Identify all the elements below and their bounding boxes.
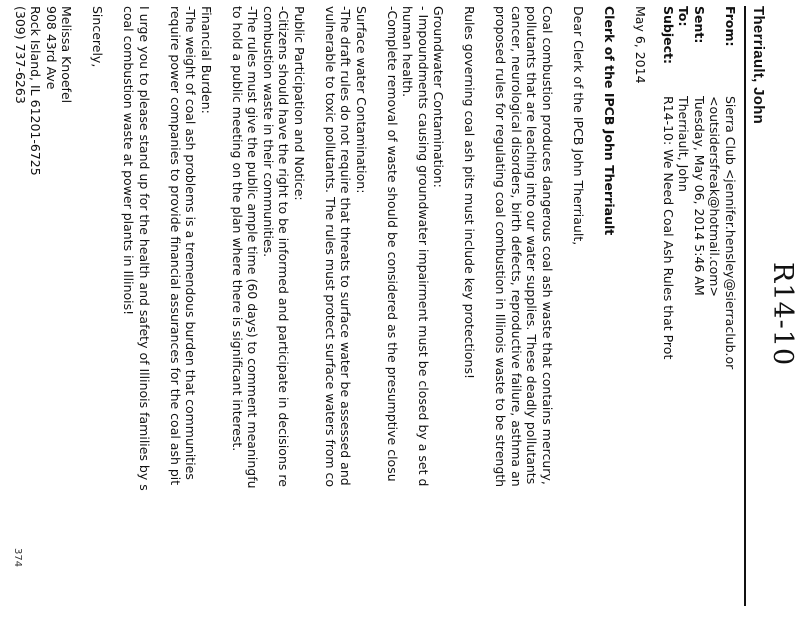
header-value-from-address: <outsidersfreak@hotmail.com> xyxy=(707,96,723,297)
groundwater-heading: Groundwater Contamination: xyxy=(431,6,447,188)
financial-line: require power companies to provide financial assurances for the coal ash pit xyxy=(168,6,183,486)
intro-line: proposed rules for regulating coal combustion in Illinois waste to be strength xyxy=(493,6,509,488)
letter-body xyxy=(13,6,649,491)
public-participation-line: -The rules must give the public ample time (60 days) to comment meaningfu xyxy=(245,6,261,489)
header-value-to: Therriault, John xyxy=(676,96,692,192)
header-key-from: From: xyxy=(723,6,738,47)
document-code: R14-10 xyxy=(767,262,798,367)
signoff: Sincerely, xyxy=(90,6,106,68)
header-key-sent: Sent: xyxy=(692,6,707,44)
groundwater-line: - Impoundments causing groundwater impairment must be closed by a set d xyxy=(416,6,431,487)
closing-line: coal combustion waste at power plants in Illinois! xyxy=(121,6,137,316)
page-number: 374 xyxy=(12,548,23,568)
header-value-subject: R14-10: We Need Coal Ash Rules that Prot xyxy=(661,96,676,360)
financial-line: -The weight of coal ash problems is a tremendous burden that communities xyxy=(183,6,199,480)
header-row-subject xyxy=(661,6,677,369)
protections-line: Rules governing coal ash pits must include key protections! xyxy=(462,6,478,379)
header-key-to: To: xyxy=(676,6,692,27)
signature-name: Melissa Knoefel xyxy=(59,6,75,104)
letter-date: May 6, 2014 xyxy=(633,6,648,84)
header-row-from xyxy=(723,6,739,369)
public-participation-line: to hold a public meeting on the plan where there is significant interest. xyxy=(230,6,245,452)
groundwater-line: human health. xyxy=(400,6,416,98)
header-row-to xyxy=(676,6,692,369)
header-value-from: Sierra Club <jennifer.hensley@sierraclub.or xyxy=(723,96,738,370)
intro-line: Coal combustion produces dangerous coal ash waste that contains mercury, xyxy=(540,6,555,485)
financial-heading: Financial Burden: xyxy=(199,6,214,114)
sender-name-heading: Therriault, John xyxy=(750,6,767,125)
signature-city: Rock Island, IL 61201-6725 xyxy=(28,6,44,176)
header-value-sent: Tuesday, May 06, 2014 5:46 AM xyxy=(692,96,707,296)
intro-line: cancer, neurological disorders, birth defects, reproductive failure, asthma an xyxy=(509,6,524,487)
closing-line: I urge you to please stand up for the health and safety of Illinois families by s xyxy=(137,6,152,491)
header-key-subject: Subject: xyxy=(661,6,676,64)
surface-water-line: -The draft rules do not require that threats to surface water be assessed and xyxy=(338,6,354,486)
salutation: Dear Clerk of the IPCB John Therriault, xyxy=(571,6,586,246)
public-participation-heading: Public Participation and Notice: xyxy=(292,6,307,201)
groundwater-line: -Complete removal of waste should be considered as the presumptive closu xyxy=(385,6,400,482)
header-row-sent xyxy=(692,6,708,369)
surface-water-line: vulnerable to toxic pollutants. The rules must protect surface waters from co xyxy=(323,6,338,488)
recipient-line: Clerk of the IPCB John Therriault xyxy=(602,6,617,236)
header-row-from-address xyxy=(707,6,723,369)
header-key-blank xyxy=(707,6,723,96)
intro-line: pollutants that are leaching into our water supplies. These deadly pollutants xyxy=(524,6,540,485)
surface-water-heading: Surface water Contamination: xyxy=(354,6,369,194)
public-participation-line: -Citizens should have the right to be informed and participate in decisions re xyxy=(276,6,292,487)
signature-address: 908 43rd Ave xyxy=(44,6,59,90)
header-divider xyxy=(744,6,746,606)
public-participation-line: combustion waste in their communities. xyxy=(261,6,276,258)
email-header xyxy=(661,6,739,369)
signature-phone: (309) 737-6263 xyxy=(13,6,28,104)
